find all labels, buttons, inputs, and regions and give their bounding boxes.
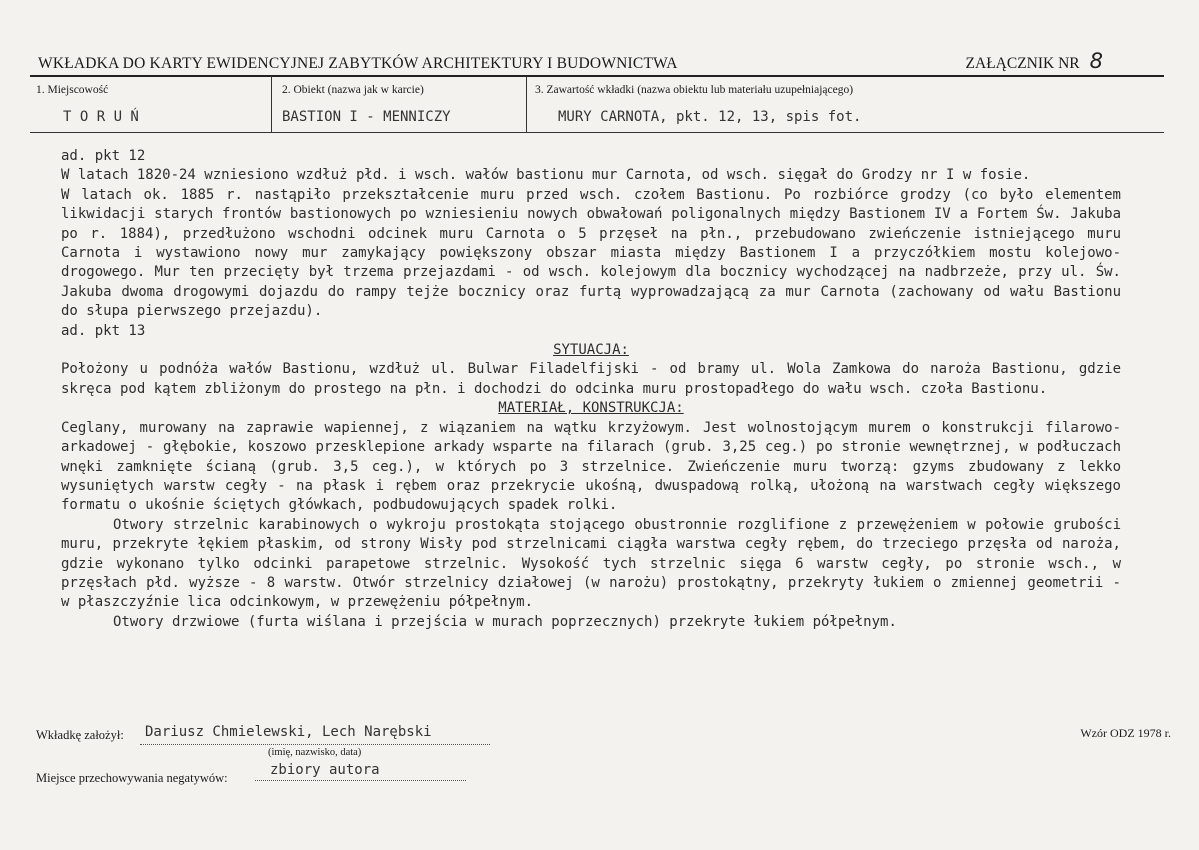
- paragraph-situation: Położony u podnóża wałów Bastionu, wzdłuż ul. Bulwar Filadelfijski - od bramy ul. Wola Zamkowa do naroża Bastionu, gdzie skręca pod kątem zbliżonym do prostego na płn. i dochodzi do odcinka muru prostopadłego do wału wsch. czoła Bastionu.: [61, 361, 1121, 397]
- object-value: BASTION I - MENNICZY: [282, 109, 451, 125]
- locality-label: 1. Miejscowość: [36, 84, 109, 96]
- annex-number: 8: [1089, 49, 1103, 73]
- author-dotted-line: [140, 744, 490, 745]
- paragraph-history-2: W latach ok. 1885 r. nastąpiło przekształcenie muru przed wsch. czołem Bastionu. Po rozbiórce grodzy (co było elementem likwidacji starych frontów bastionowych po wzniesieniu nowych obwałowań poligonalnych między Bastionem IV a Fortem Św. Jakuba po r. 1884), przedłużono wschodni odcinek muru Carnota o 5 przęseł na płn., przebudowano zwieńczenie istniejącego muru Carnota i wystawiono nowy mur zamykający powiększony obszar miasta między Bastionem I a przyczółkiem mostu kolejowo-drogowego. Mur ten przecięty był trzema przejazdami - od wsch. kolejowym dla bocznicy wychodzącej na nadbrzeże, przy ul. Św. Jakuba dwoma drogowymi dojazdu do rampy tejże bocznicy oraz furtą wyprowadzającą za mur Carnota (zachowany od wału Bastionu do słupa pierwszego przejazdu).: [61, 186, 1121, 320]
- author-value: Dariusz Chmielewski, Lech Narębski: [145, 724, 432, 740]
- author-label: Wkładkę założył:: [36, 728, 124, 742]
- heading-situation: SYTUACJA:: [553, 342, 629, 359]
- locality-value: T O R U Ń: [63, 109, 139, 125]
- typed-description: [61, 147, 1121, 632]
- object-label: 2. Obiekt (nazwa jak w karcie): [282, 84, 424, 96]
- contents-value: MURY CARNOTA, pkt. 12, 13, spis fot.: [558, 109, 862, 125]
- column-divider-1: [271, 76, 272, 132]
- paragraph-ad-pkt-13: ad. pkt 13: [61, 322, 146, 339]
- annex-number-block: [966, 49, 1103, 73]
- paragraph-doors: Otwory drzwiowe (furta wiślana i przejścia w murach poprzecznych) przekryte łukiem półpełnym.: [113, 613, 897, 630]
- author-field-note: (imię, nazwisko, data): [268, 747, 362, 758]
- header-bottom-rule: [30, 132, 1164, 133]
- form-title: WKŁADKA DO KARTY EWIDENCYJNEJ ZABYTKÓW ARCHITEKTURY I BUDOWNICTWA: [38, 55, 678, 72]
- contents-label: 3. Zawartość wkładki (nazwa obiektu lub materiału uzupełniającego): [535, 84, 854, 96]
- annex-label: ZAŁĄCZNIK NR: [965, 55, 1080, 72]
- column-divider-2: [526, 76, 527, 132]
- paragraph-ad-pkt-12: ad. pkt 12: [61, 148, 146, 164]
- heading-material-construction: MATERIAŁ, KONSTRUKCJA:: [498, 400, 684, 417]
- paragraph-loopholes: Otwory strzelnic karabinowych o wykroju prostokąta stojącego obustronnie rozglifione z przewężeniem w połowie grubości muru, przekryte łękiem płaskim, od strony Wisły pod strzelnicami ciągła warstwa cegły rębem, do trzeciego przęsła od naroża, gdzie wykonano tylko odcinki parapetowe strzelnic. Wysokość tych strzelnic sięga 6 warstw cegły, po stronie wsch., w przęsłach płd. wyższe - 8 warstw. Otwór strzelnicy działowej (w narożu) prostokątny, przekryty łukiem o zmiennej geometrii - w płaszczyźnie lica odcinkowym, w przewężeniu półpełnym.: [61, 516, 1121, 611]
- paragraph-history-1: W latach 1820-24 wzniesiono wzdłuż płd. i wsch. wałów bastionu mur Carnota, od wsch. sięgał do Grodzy nr I w fosie.: [61, 167, 1031, 184]
- negatives-value: zbiory autora: [270, 762, 380, 778]
- negatives-dotted-line: [255, 780, 466, 781]
- top-rule: [30, 75, 1164, 77]
- form-model: Wzór ODZ 1978 r.: [1080, 726, 1171, 740]
- negatives-label: Miejsce przechowywania negatywów:: [36, 771, 228, 785]
- paragraph-construction: Ceglany, murowany na zaprawie wapiennej, z wiązaniem na wątku krzyżowym. Jest wolnostojącym murem o konstrukcji filarowo-arkadowej - głębokie, koszowo przesklepione arkady wsparte na filarach (grub. 3,25 ceg.) po stronie wewnętrznej, w podłuczach wnęki zamknięte ścianą (grub. 3,5 ceg.), w których po 3 strzelnice. Zwieńczenie muru tworzą: gzyms zbudowany z lekko wysuniętych warstw cegły - na płask i rębem oraz przekrycie ukośną, dwuspadową rolką, ułożoną na warstwach cegły większego formatu o ukośnie ściętych główkach, podbudowujących spadek rolki.: [61, 419, 1121, 514]
